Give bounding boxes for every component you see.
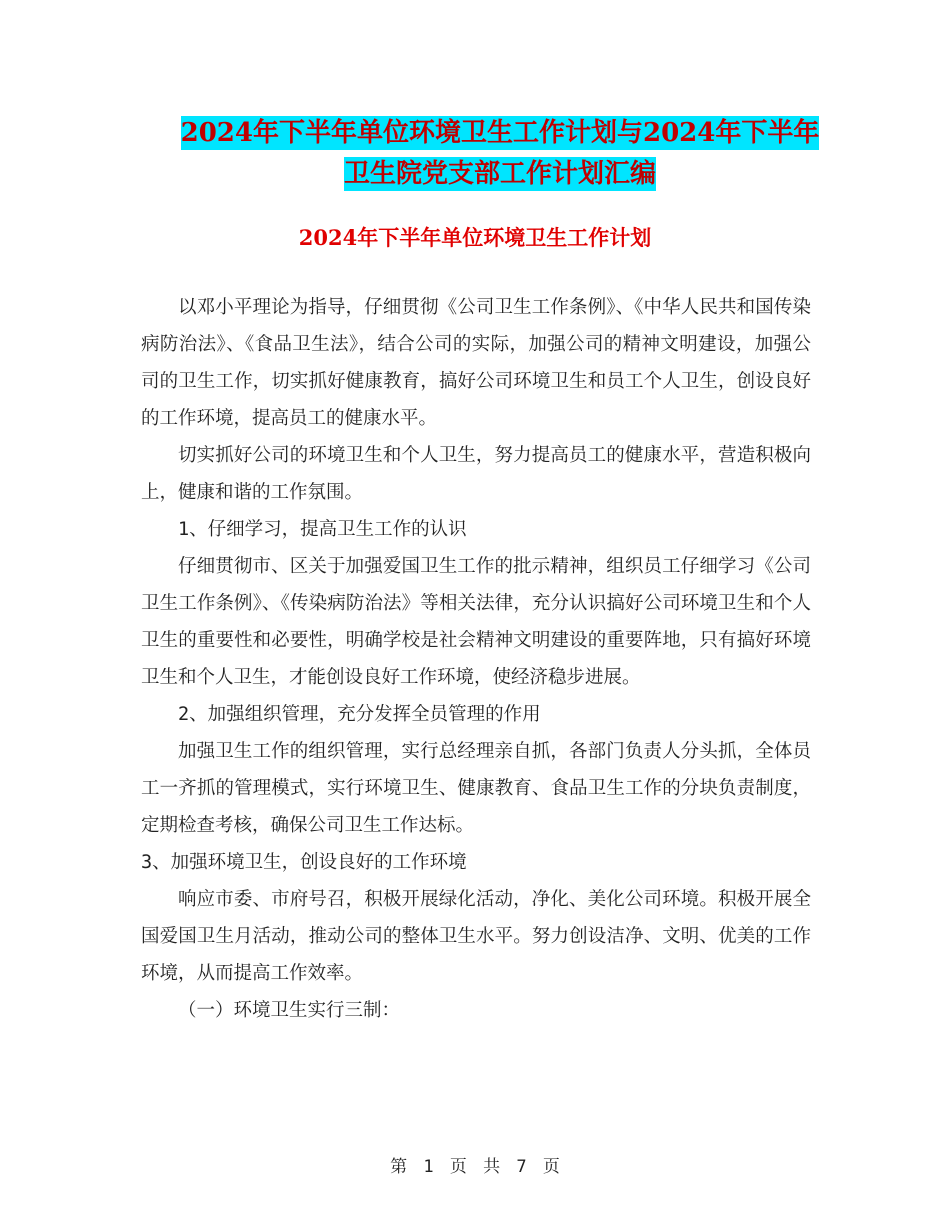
paragraph-management: 加强卫生工作的组织管理，实行总经理亲自抓，各部门负责人分头抓，全体员工一齐抓的管理模式，实行环境卫生、健康教育、食品卫生工作的分块负责制度，定期检查考核，确保公司卫生工作达标。 <box>141 741 811 836</box>
heading-management: 2、加强组织管理，充分发挥全员管理的作用 <box>178 704 541 725</box>
section-title: 2024年下半年单位环境卫生工作计划 <box>298 225 652 250</box>
title-highlight: 2024年下半年单位环境卫生工作计划与2024年下半年 <box>180 118 820 148</box>
paragraph-goal: 切实抓好公司的环境卫生和个人卫生，努力提高员工的健康水平，营造积极向上，健康和谐的工作氛围。 <box>141 445 811 503</box>
paragraph-intro: 以邓小平理论为指导，仔细贯彻《公司卫生工作条例》、《中华人民共和国传染病防治法》、《食品卫生法》，结合公司的实际，加强公司的精神文明建设，加强公司的卫生工作，切实抓好健康教育，搞好公司环境卫生和员工个人卫生，创设良好的工作环境，提高员工的健康水平。 <box>141 297 811 429</box>
document-title-line-1 <box>130 111 870 155</box>
document-title-line-2 <box>130 152 870 196</box>
title-highlight: 卫生院党支部工作计划汇编 <box>343 159 656 189</box>
heading-study: 1、仔细学习，提高卫生工作的认识 <box>178 519 467 540</box>
paragraph-study: 仔细贯彻市、区关于加强爱国卫生工作的批示精神，组织员工仔细学习《公司卫生工作条例》、《传染病防治法》等相关法律，充分认识搞好公司环境卫生和个人卫生的重要性和必要性，明确学校是社会精神文明建设的重要阵地，只有搞好环境卫生和个人卫生，才能创设良好工作环境，使经济稳步进展。 <box>141 556 811 688</box>
page-footer: 第 1 页 共 7 页 <box>390 1157 560 1177</box>
heading-environment: 3、加强环境卫生，创设良好的工作环境 <box>141 852 467 873</box>
paragraph-environment: 响应市委、市府号召，积极开展绿化活动，净化、美化公司环境。积极开展全国爱国卫生月活动，推动公司的整体卫生水平。努力创设洁净、文明、优美的工作环境，从而提高工作效率。 <box>141 889 811 984</box>
heading-three-system: （一）环境卫生实行三制： <box>178 1000 401 1021</box>
document-body <box>141 289 811 1029</box>
